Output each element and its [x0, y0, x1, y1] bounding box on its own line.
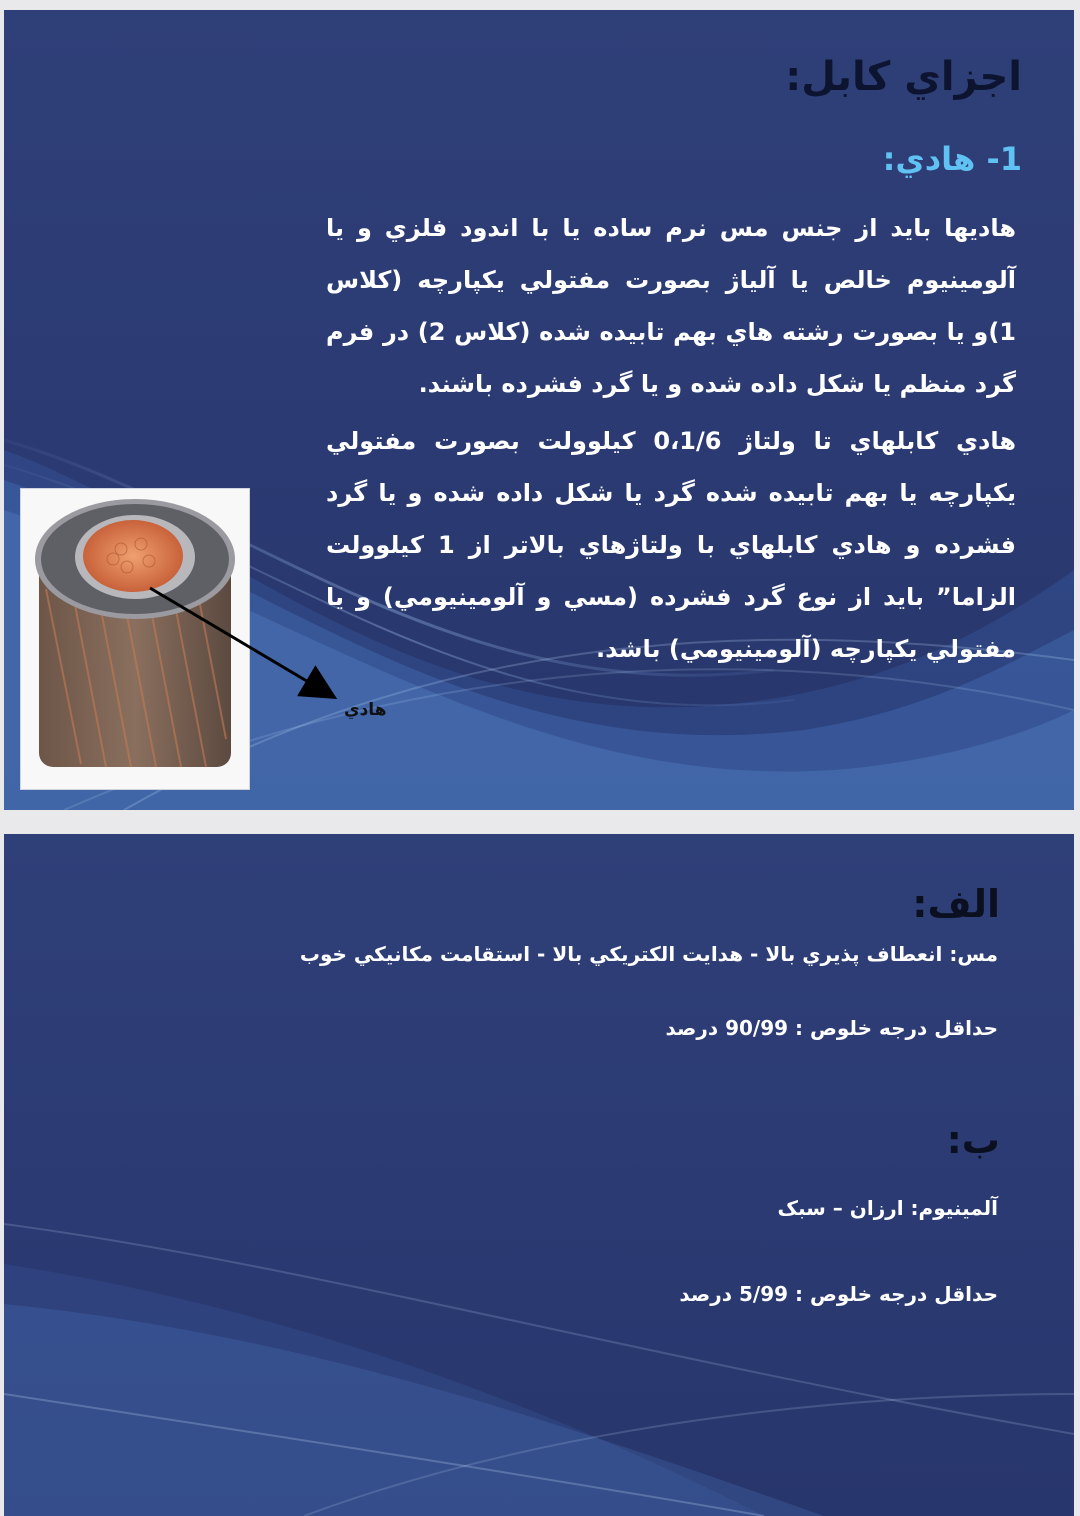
copper-purity: حداقل درجه خلوص : 90/99 درصد [665, 1016, 998, 1040]
pointer-arrow [4, 10, 1074, 810]
copper-properties: مس: انعطاف پذيري بالا - هدايت الكتريكي بالا - استقامت مكانيكي خوب [299, 942, 998, 966]
slide-materials [4, 834, 1074, 1516]
page-title: اجزاي كابل: [785, 54, 1022, 100]
aluminium-properties: آلمینیوم: ارزان – سبک [777, 1196, 998, 1220]
slide-conductor [4, 10, 1074, 810]
wave-background [4, 834, 1074, 1516]
paragraph-conductor-voltage: هادي كابلهاي تا ولتاژ 0،1/6 كيلوولت بصورت مفتولي يكپارچه يا بهم تابيده شده گرد يا شكل داده شده و يا گرد فشرده و هادي كابلهاي با ولتاژهاي بالاتر از 1 كيلوولت الزاما” بايد از نوع گرد فشرده (مسي و آلومينيومي) و يا مفتولي يكپارچه (آلومينيومي) باشد. [326, 427, 1017, 663]
aluminium-purity: حداقل درجه خلوص : 5/99 درصد [679, 1282, 998, 1306]
section-heading-b: ب: [946, 1118, 1000, 1162]
image-label-conductor: هادي [344, 700, 387, 720]
paragraph-conductor-material: هاديها بايد از جنس مس نرم ساده يا با اندود فلزي و يا آلومينيوم خالص يا آلياژ بصورت مفتولي يكپارچه (كلاس 1)و يا بصورت رشته هاي بهم تابيده شده (كلاس 2) در فرم گرد منظم يا شكل داده شده و يا گرد فشرده باشند. [326, 214, 1016, 398]
section-heading-conductor: 1- هادي: [882, 140, 1022, 178]
section-heading-a: الف: [912, 882, 1000, 926]
